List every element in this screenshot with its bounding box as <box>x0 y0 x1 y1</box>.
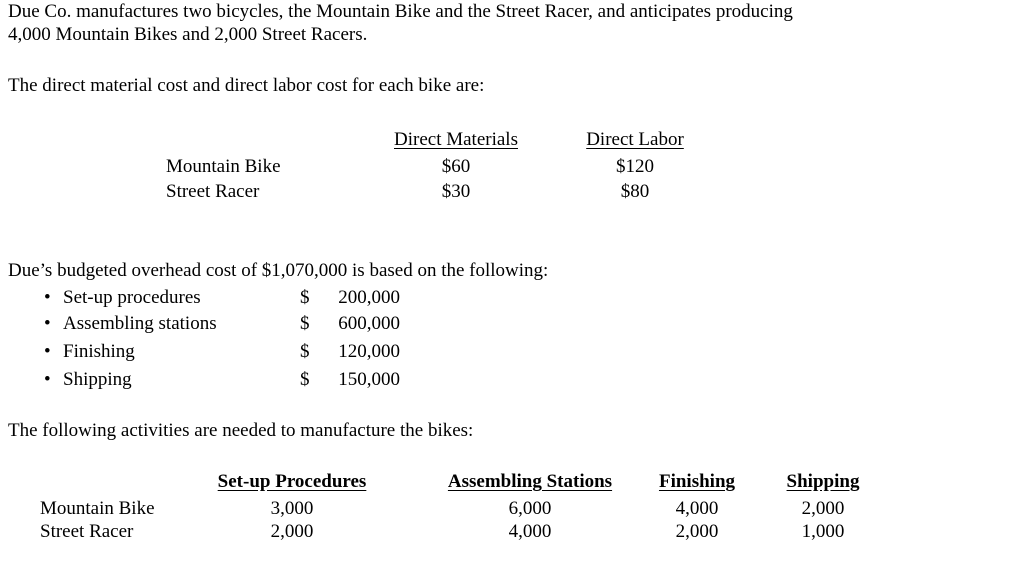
activities-intro: The following activities are needed to manufacture the bikes: <box>8 420 474 441</box>
overhead-item-amount: 600,000 <box>338 313 400 334</box>
activity-cell: 2,000 <box>270 521 314 542</box>
activity-cell: 3,000 <box>270 498 314 519</box>
header-assembling-stations: Assembling Stations <box>447 471 613 492</box>
activity-cell: 2,000 <box>675 521 719 542</box>
header-direct-materials: Direct Materials <box>394 129 518 150</box>
header-setup-procedures: Set-up Procedures <box>217 471 367 492</box>
overhead-item-currency: $ <box>300 369 310 390</box>
cost-cell-labor: $80 <box>620 181 650 202</box>
overhead-intro: Due’s budgeted overhead cost of $1,070,000 is based on the following: <box>8 260 549 281</box>
overhead-item-amount: 200,000 <box>338 287 400 308</box>
overhead-item-currency: $ <box>300 287 310 308</box>
activity-cell: 4,000 <box>675 498 719 519</box>
overhead-item-currency: $ <box>300 313 310 334</box>
overhead-item-label: • Set-up procedures <box>63 286 201 310</box>
activity-cell: 1,000 <box>801 521 845 542</box>
cost-row-label: Street Racer <box>166 181 260 202</box>
overhead-item-label: • Assembling stations <box>63 312 217 336</box>
cost-cell-materials: $60 <box>441 156 471 177</box>
header-shipping: Shipping <box>786 471 860 492</box>
overhead-item-currency: $ <box>300 341 310 362</box>
overhead-item-amount: 150,000 <box>338 369 400 390</box>
activity-row-label: Mountain Bike <box>40 498 155 519</box>
intro-line-1: Due Co. manufactures two bicycles, the Mountain Bike and the Street Racer, and anticipates producing <box>8 1 793 22</box>
cost-cell-materials: $30 <box>441 181 471 202</box>
activity-row-label: Street Racer <box>40 521 134 542</box>
header-direct-labor: Direct Labor <box>586 129 684 150</box>
overhead-item-label: • Finishing <box>63 340 135 364</box>
activity-cell: 4,000 <box>508 521 552 542</box>
overhead-item-amount: 120,000 <box>338 341 400 362</box>
header-finishing: Finishing <box>658 471 736 492</box>
overhead-item-label: • Shipping <box>63 368 132 392</box>
cost-row-label: Mountain Bike <box>166 156 281 177</box>
activity-cell: 2,000 <box>801 498 845 519</box>
costs-intro: The direct material cost and direct labor cost for each bike are: <box>8 75 485 96</box>
activity-cell: 6,000 <box>508 498 552 519</box>
cost-cell-labor: $120 <box>616 156 654 177</box>
intro-line-2: 4,000 Mountain Bikes and 2,000 Street Racers. <box>8 24 368 45</box>
